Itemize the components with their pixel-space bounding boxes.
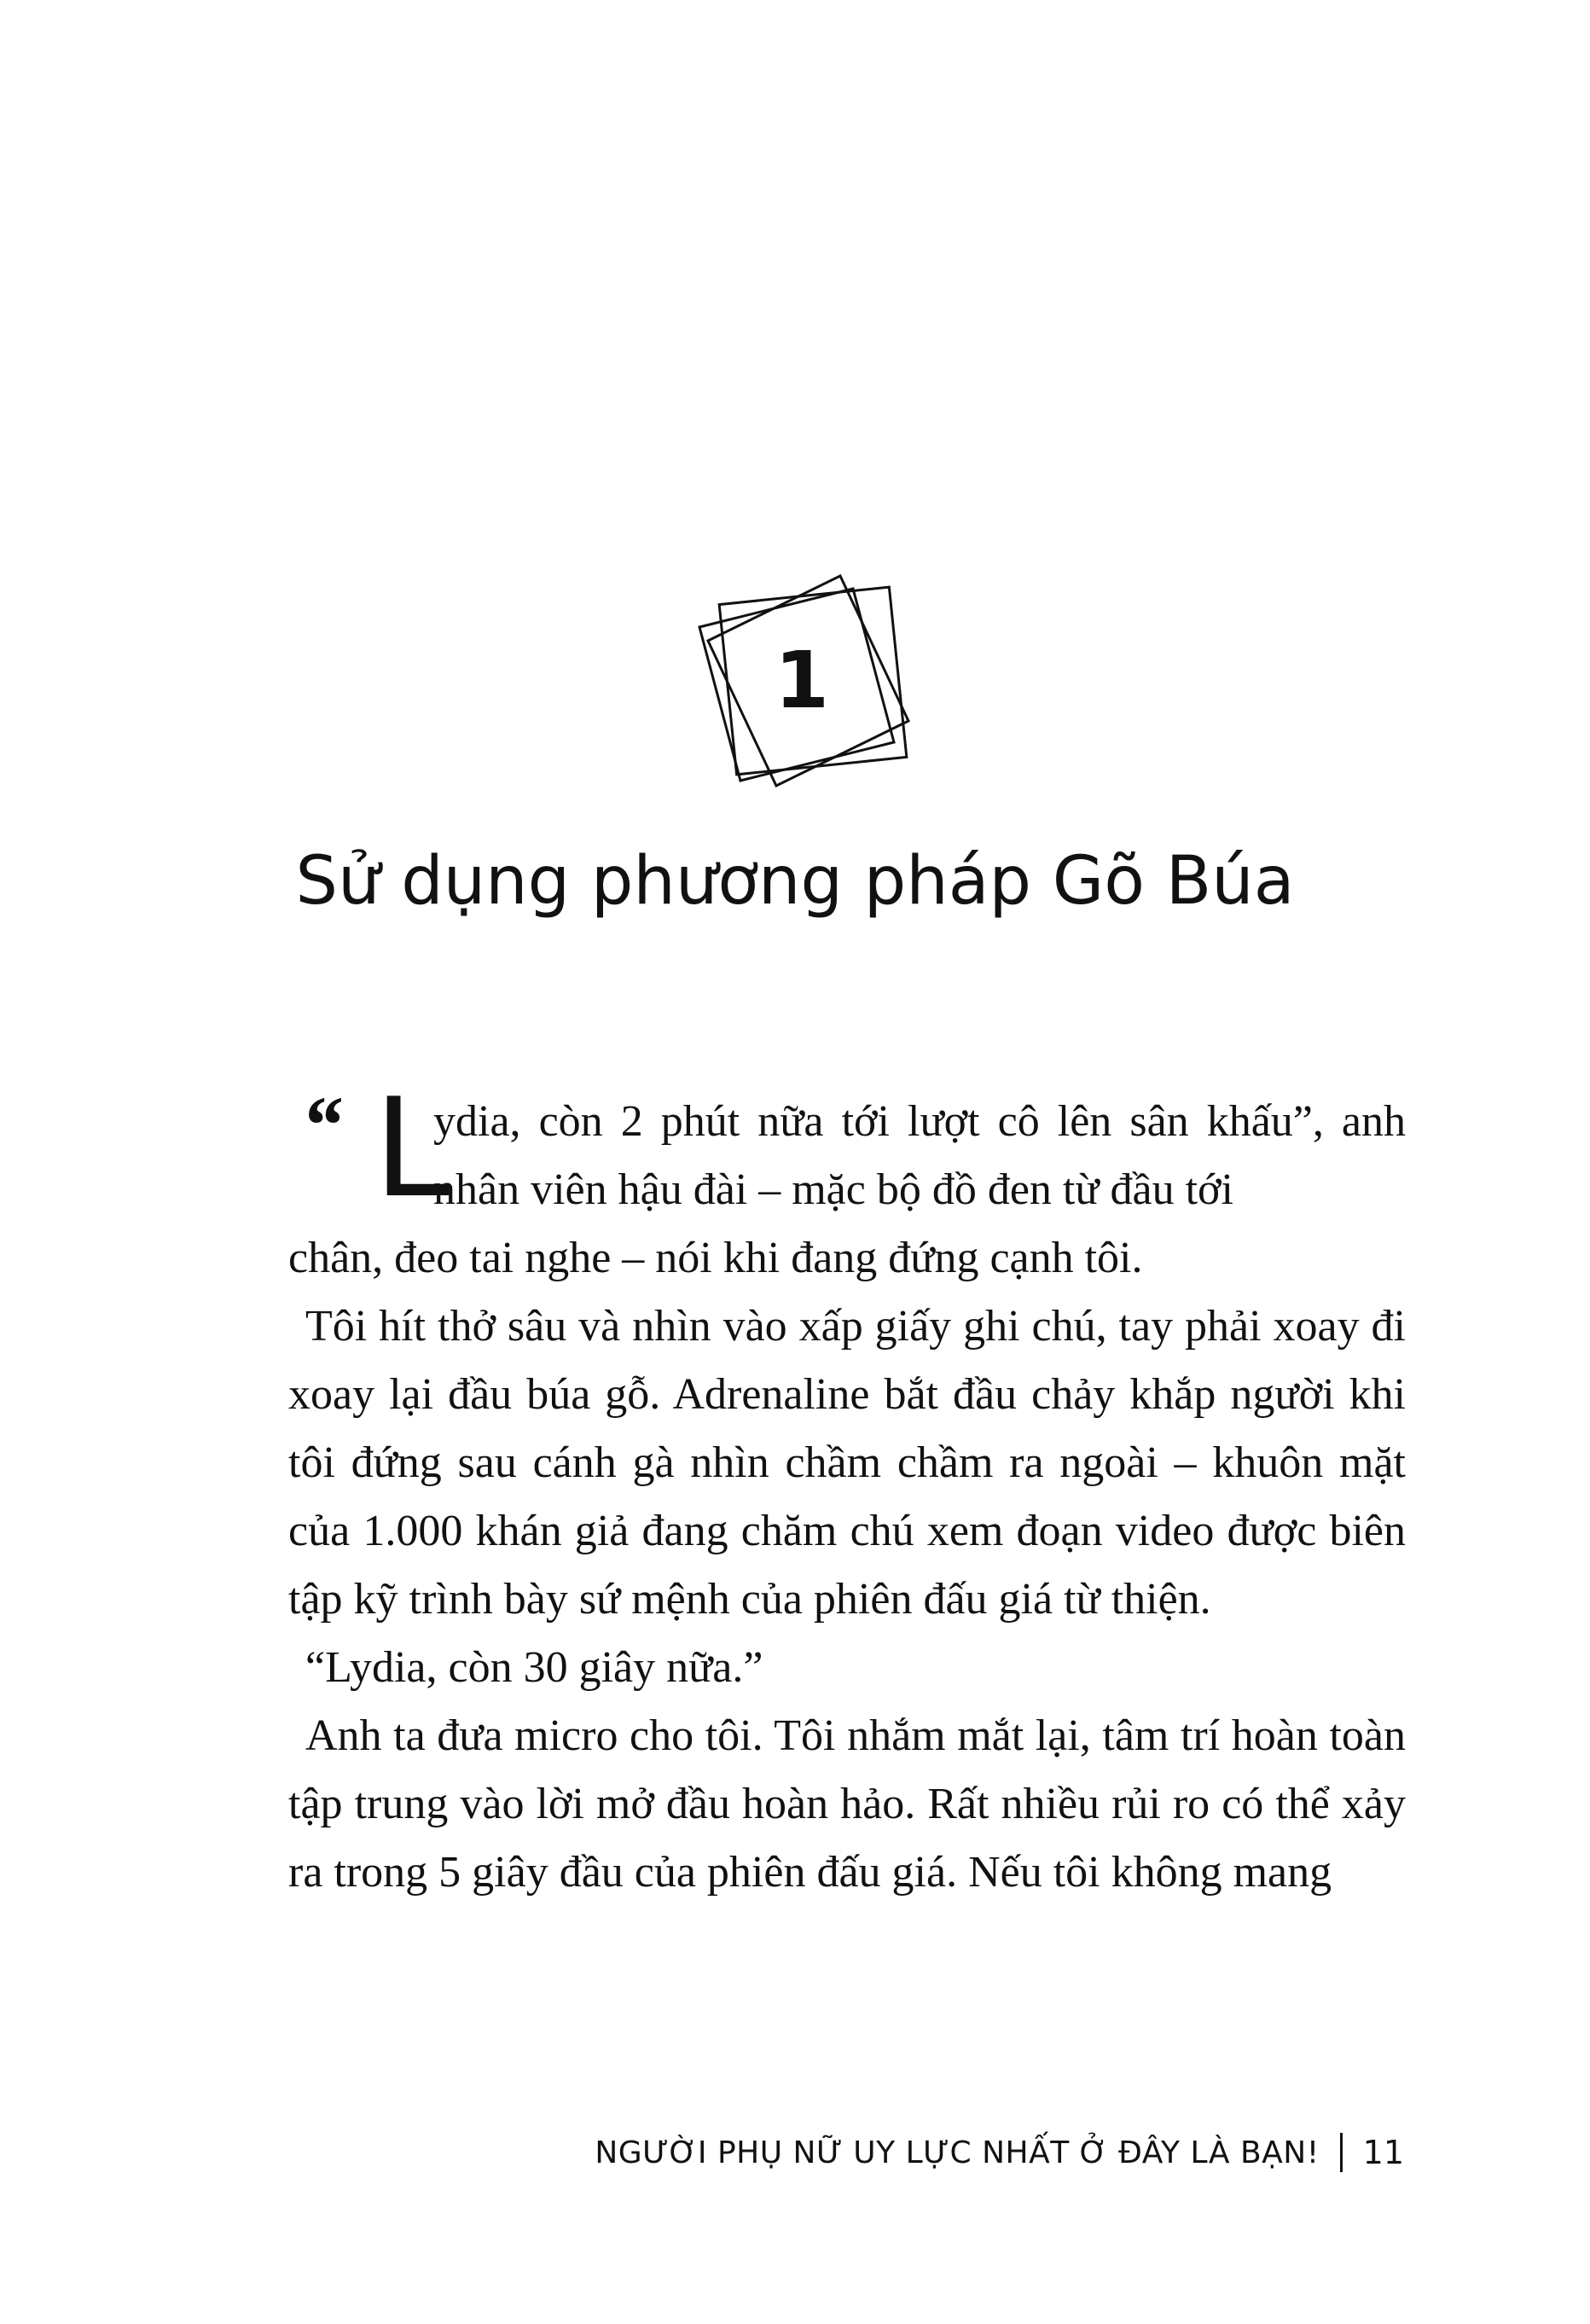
first-paragraph-rest: chân, đeo tai nghe – nói khi đang đứng cạnh tôi. [288, 1234, 1143, 1282]
paragraph: Anh ta đưa micro cho tôi. Tôi nhắm mắt lại, tâm trí hoàn toàn tập trung vào lời mở đầu hoàn hảo. Rất nhiều rủi ro có thể xảy ra trong 5 giây đầu của phiên đấu giá. Nếu tôi không mang [288, 1711, 1406, 1897]
chapter-title: Sử dụng phương pháp Gõ Búa [295, 843, 1295, 920]
chapter-body [288, 1068, 1406, 1907]
first-paragraph-lines: ydia, còn 2 phút nữa tới lượt cô lên sân khấu”, anh nhân viên hậu đài – mặc bộ đồ đen từ đầu tới [433, 1097, 1406, 1214]
paragraph: “Lydia, còn 30 giây nữa.” [305, 1643, 763, 1692]
chapter-emblem [674, 559, 930, 815]
footer-divider [1340, 2133, 1343, 2172]
first-paragraph [288, 1068, 1406, 1293]
opening-quote-mark: “ [301, 1079, 342, 1171]
chapter-number: 1 [774, 634, 829, 726]
page-number: 11 [1362, 2134, 1404, 2171]
page-footer [595, 2133, 1404, 2172]
running-head: NGƯỜI PHỤ NỮ UY LỰC NHẤT Ở ĐÂY LÀ BẠN! [595, 2135, 1320, 2170]
paragraph: Tôi hít thở sâu và nhìn vào xấp giấy ghi chú, tay phải xoay đi xoay lại đầu búa gỗ. Adrenaline bắt đầu chảy khắp người khi tôi đứng sau cánh gà nhìn chầm chầm ra ngoài – khuôn mặt của 1.000 khán giả đang chăm chú xem đoạn video được biên tập kỹ trình bày sứ mệnh của phiên đấu giá từ thiện. [288, 1302, 1406, 1624]
drop-cap: L [374, 1068, 450, 1228]
